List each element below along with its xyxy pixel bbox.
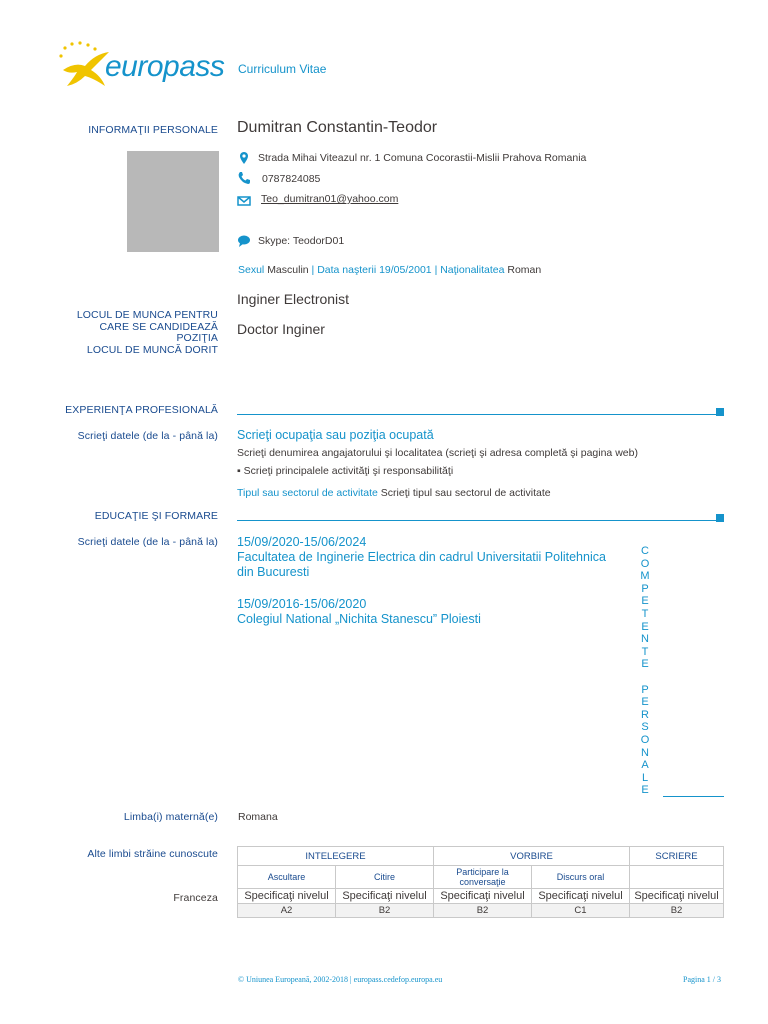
vertical-title-letter: T xyxy=(641,607,649,620)
education-dates: 15/09/2020-15/06/2024 xyxy=(237,535,367,549)
vertical-title-letter: E xyxy=(641,696,649,709)
personal-section-label: INFORMAŢII PERSONALE xyxy=(88,124,218,136)
separator: | xyxy=(311,264,315,276)
vertical-title-letter: E xyxy=(641,595,649,608)
grade-cell: C1 xyxy=(532,904,630,918)
experience-position: Scrieţi ocupaţia sau poziţia ocupată xyxy=(237,428,434,442)
target-label-line: LOCUL DE MUNCĂ DORIT xyxy=(86,343,218,356)
grade-cell: B2 xyxy=(336,904,434,918)
education-institution: Facultatea de Inginerie Electrica din cadrul Universitatii Politehnica xyxy=(237,550,606,564)
header-speaking: VORBIRE xyxy=(434,847,630,866)
bullet: ▪ xyxy=(237,465,244,477)
target-position-1: Inginer Electronist xyxy=(237,291,350,307)
header-understanding: INTELEGERE xyxy=(238,847,434,866)
dob-label: Data naşterii xyxy=(317,264,377,276)
vertical-title-letter: N xyxy=(641,633,649,646)
section-divider-marker xyxy=(716,514,724,522)
section-divider xyxy=(237,520,717,521)
experience-dates-label: Scrieţi datele (de la - până la) xyxy=(77,430,218,442)
separator: | xyxy=(434,264,438,276)
subheader-interaction: Participare la conversaţie xyxy=(434,866,532,889)
document-title: Curriculum Vitae xyxy=(238,62,327,76)
skype-text: Skype: TeodorD01 xyxy=(258,235,345,247)
sex-label: Sexul xyxy=(238,264,265,276)
mother-tongue-label: Limba(i) maternă(e) xyxy=(123,811,218,823)
personal-skills-vertical-title xyxy=(639,545,651,797)
vertical-title-letter: P xyxy=(641,683,649,696)
other-languages-label: Alte limbi străine cunoscute xyxy=(87,848,218,860)
grade-cell: B2 xyxy=(434,904,532,918)
experience-activities xyxy=(237,465,453,477)
dob-value: 19/05/2001 xyxy=(379,264,432,276)
sector-label: Tipul sau sectorul de activitate xyxy=(237,487,378,499)
phone-text: 0787824085 xyxy=(262,173,321,185)
vertical-title-letter: P xyxy=(641,582,649,595)
subheader-writing xyxy=(630,866,724,889)
phone-icon xyxy=(237,171,251,185)
header-writing: SCRIERE xyxy=(630,847,724,866)
level-cell: Specificaţi nivelul xyxy=(238,889,336,904)
vertical-title-letter: E xyxy=(641,620,649,633)
vertical-title-letter: C xyxy=(641,545,649,557)
vertical-title-letter xyxy=(639,671,651,684)
education-entry-1 xyxy=(237,535,637,580)
vertical-title-letter: N xyxy=(641,746,649,759)
section-divider-marker xyxy=(716,408,724,416)
education-dates-label: Scrieţi datele (de la - până la) xyxy=(77,536,218,548)
address-text: Strada Mihai Viteazul nr. 1 Comuna Cocorastii-Mislii Prahova Romania xyxy=(258,152,587,164)
vertical-title-letter: L xyxy=(641,771,649,784)
europass-logo xyxy=(55,40,225,90)
vertical-title-letter: S xyxy=(641,721,649,734)
target-label-line: POZIŢIA xyxy=(176,332,218,344)
location-pin-icon xyxy=(237,151,251,165)
education-institution: din Bucuresti xyxy=(237,565,310,579)
section-divider xyxy=(237,414,717,415)
education-dates: 15/09/2016-15/06/2020 xyxy=(237,597,367,611)
level-cell: Specificaţi nivelul xyxy=(434,889,532,904)
applicant-name: Dumitran Constantin-Teodor xyxy=(237,119,438,136)
footer-page-number: Pagina 1 / 3 xyxy=(683,975,721,984)
education-entry-2 xyxy=(237,597,637,627)
level-cell: Specificaţi nivelul xyxy=(336,889,434,904)
grade-cell: B2 xyxy=(630,904,724,918)
vertical-title-letter: E xyxy=(641,658,649,671)
subheader-reading: Citire xyxy=(336,866,434,889)
grade-cell: A2 xyxy=(238,904,336,918)
photo-placeholder xyxy=(127,151,219,252)
vertical-title-letter: A xyxy=(641,759,649,772)
target-label-line: LOCUL DE MUNCA PENTRU xyxy=(76,309,218,321)
experience-sector-line xyxy=(237,487,551,499)
target-label-line: CARE SE CANDIDEAZĂ xyxy=(99,320,218,333)
experience-section-label: EXPERIENŢA PROFESIONALĂ xyxy=(65,404,218,416)
language-skills-table xyxy=(237,846,724,918)
target-position-2: Doctor Inginer xyxy=(237,321,325,337)
chat-bubble-icon xyxy=(237,234,251,248)
vertical-title-letter: T xyxy=(641,645,649,658)
vertical-title-letter: O xyxy=(640,733,650,746)
language-name: Franceza xyxy=(173,892,218,904)
sex-value: Masculin xyxy=(267,264,309,276)
email-icon xyxy=(237,194,251,208)
sector-value: Scrieţi tipul sau sectorul de activitate xyxy=(380,487,551,499)
nationality-value: Roman xyxy=(507,264,542,276)
level-cell: Specificaţi nivelul xyxy=(532,889,630,904)
experience-activities-text: Scrieţi principalele activităţi şi responsabilităţi xyxy=(243,465,454,477)
vertical-title-letter: M xyxy=(640,570,650,583)
mother-tongue-value: Romana xyxy=(238,811,278,823)
education-institution: Colegiul National „Nichita Stanescu” Ploiesti xyxy=(237,612,481,626)
target-position-label xyxy=(77,310,218,356)
section-divider xyxy=(663,796,724,797)
experience-employer: Scrieţi denumirea angajatorului şi localitatea (scrieţi şi adresa completă şi pagina web) xyxy=(237,447,638,459)
europass-wordmark: europass xyxy=(105,50,225,83)
vertical-title-letter: O xyxy=(640,557,650,570)
footer-copyright: © Uniunea Europeană, 2002-2018 | europass.cedefop.europa.eu xyxy=(238,975,443,984)
email-link[interactable]: Teo_dumitran01@yahoo.com xyxy=(261,193,399,205)
nationality-label: Naţionalitatea xyxy=(440,264,505,276)
vertical-title-letter: R xyxy=(641,708,649,721)
subheader-listening: Ascultare xyxy=(238,866,336,889)
vertical-title-letter: E xyxy=(641,784,649,797)
personal-details-line xyxy=(238,264,541,276)
education-section-label: EDUCAŢIE ŞI FORMARE xyxy=(94,510,218,522)
level-cell: Specificaţi nivelul xyxy=(630,889,724,904)
subheader-production: Discurs oral xyxy=(532,866,630,889)
